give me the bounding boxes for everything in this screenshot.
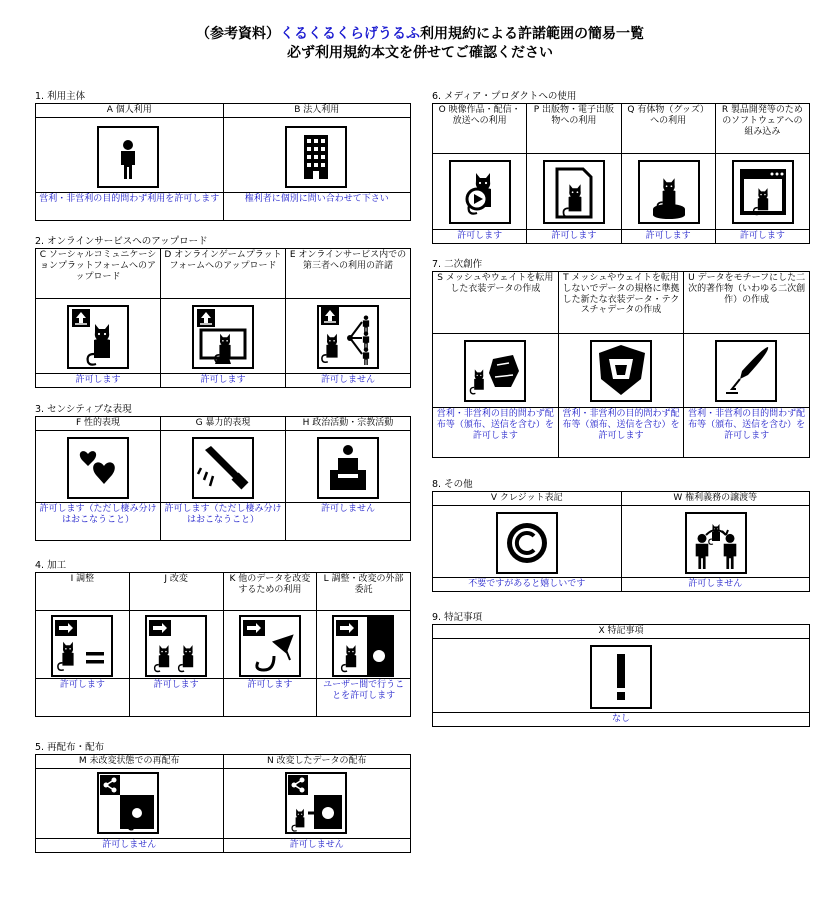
- distribute-modified-icon: [224, 769, 410, 837]
- section-heading: 5. 再配布・配布: [35, 742, 105, 753]
- col-footer: 営利・非営利の目的問わず配布等（頒布、送信を含む）を許可します: [558, 408, 684, 458]
- section-heading: 2. オンラインサービスへのアップロード: [35, 236, 208, 247]
- col-header: L 調整・改変の外部委託: [317, 573, 411, 611]
- copyright-icon: [433, 507, 621, 577]
- upload-share-icon: [286, 300, 410, 372]
- col-footer: 許可します: [36, 679, 130, 717]
- col-header: V クレジット表記: [433, 492, 622, 506]
- col-footer: 許可します: [129, 679, 223, 717]
- col-footer: 許可します: [527, 230, 621, 244]
- col-footer: 許可しません: [286, 374, 411, 388]
- new-costume-icon: [559, 335, 684, 407]
- col-header: T メッシュやウェイトを転用しないでデータの規格に準拠した新たな衣装データ・テクスチャデータの作成: [558, 272, 684, 334]
- col-header: I 調整: [36, 573, 130, 611]
- col-header: H 政治活動・宗教活動: [286, 417, 411, 431]
- col-footer: 許可しません: [621, 578, 810, 592]
- col-footer: 権利者に個別に問い合わせて下さい: [223, 192, 411, 220]
- pen-icon: [684, 335, 809, 407]
- section-heading: 7. 二次創作: [432, 259, 483, 270]
- section-online-upload: [35, 236, 411, 388]
- section-heading: 8. その他: [432, 479, 473, 490]
- video-icon: [433, 155, 527, 229]
- person-icon: [36, 119, 222, 191]
- section-derivative-works: [432, 259, 810, 458]
- col-footer: 許可します: [223, 679, 317, 717]
- col-header: E オンラインサービス内での第三者への利用の許諾: [286, 249, 411, 299]
- col-footer: 許可します: [433, 230, 527, 244]
- title-suffix: 利用規約による許諾範囲の簡易一覧: [420, 26, 644, 42]
- section-usage-subject: [35, 91, 411, 221]
- podium-icon: [286, 432, 410, 502]
- col-header: K 他のデータを改変するための利用: [223, 573, 317, 611]
- goods-icon: [622, 155, 716, 229]
- col-header: O 映像作品・配信・放送への利用: [433, 104, 527, 154]
- col-header: X 特記事項: [433, 625, 810, 639]
- redistribute-icon: [36, 769, 222, 837]
- col-footer: 許可します: [715, 230, 809, 244]
- section-media-products: [432, 91, 810, 244]
- col-footer: 許可しません: [223, 838, 411, 852]
- title-highlight: くるくるくらげうるふ: [280, 26, 420, 42]
- transfer-icon: [622, 507, 810, 577]
- section-heading: 4. 加工: [35, 560, 67, 571]
- col-footer: 許可しません: [286, 503, 411, 541]
- col-footer: 許可しません: [36, 838, 224, 852]
- outsource-icon: [317, 612, 410, 678]
- col-footer: ユーザー間で行うことを許可します: [317, 679, 411, 717]
- section-other: [432, 479, 810, 592]
- col-header: U データをモチーフにした二次的著作物（いわゆる二次創作）の作成: [684, 272, 810, 334]
- section-heading: 3. センシティブな表現: [35, 404, 132, 415]
- col-footer: 許可します（ただし棲み分けはおこなうこと）: [36, 503, 161, 541]
- knife-icon: [161, 432, 285, 502]
- hearts-icon: [36, 432, 160, 502]
- col-header: D オンラインゲームプラットフォームへのアップロード: [161, 249, 286, 299]
- col-header: J 改変: [129, 573, 223, 611]
- col-header: M 未改変状態での再配布: [36, 755, 224, 769]
- building-icon: [224, 119, 410, 191]
- section-heading: 9. 特記事項: [432, 612, 483, 623]
- col-header: G 暴力的表現: [161, 417, 286, 431]
- costume-icon: [433, 335, 558, 407]
- col-header: Q 有体物（グッズ）への利用: [621, 104, 715, 154]
- modify-icon: [130, 612, 223, 678]
- col-footer: 不要ですがあると嬉しいです: [433, 578, 622, 592]
- col-footer: 許可します: [621, 230, 715, 244]
- page-subtitle: 必ず利用規約本文を併せてご確認ください: [287, 45, 553, 61]
- section-special-notes: [432, 612, 810, 727]
- upload-cat-icon: [36, 300, 160, 372]
- col-header: N 改変したデータの配布: [223, 755, 411, 769]
- col-footer: 許可します（ただし棲み分けはおこなうこと）: [161, 503, 286, 541]
- exclamation-icon: [433, 640, 809, 712]
- col-header: W 権利義務の譲渡等: [621, 492, 810, 506]
- section-processing: [35, 560, 411, 717]
- col-header: S メッシュやウェイトを転用した衣装データの作成: [433, 272, 559, 334]
- software-icon: [716, 155, 810, 229]
- section-heading: 6. メディア・プロダクトへの使用: [432, 91, 577, 102]
- col-footer: 営利・非営利の目的問わず利用を許可します: [36, 192, 224, 220]
- publication-icon: [527, 155, 621, 229]
- col-footer: 許可します: [161, 374, 286, 388]
- col-footer: 営利・非営利の目的問わず配布等（頒布、送信を含む）を許可します: [684, 408, 810, 458]
- adjust-icon: [36, 612, 129, 678]
- reuse-icon: [224, 612, 317, 678]
- col-header: P 出版物・電子出版物への利用: [527, 104, 621, 154]
- section-heading: 1. 利用主体: [35, 91, 86, 102]
- page-title: [0, 23, 840, 43]
- title-prefix: （参考資料）: [196, 26, 280, 42]
- col-footer: なし: [433, 713, 810, 727]
- col-header: A 個人利用: [36, 104, 224, 118]
- upload-monitor-icon: [161, 300, 285, 372]
- col-footer: 営利・非営利の目的問わず配布等（頒布、送信を含む）を許可します: [433, 408, 559, 458]
- col-header: F 性的表現: [36, 417, 161, 431]
- col-header: R 製品開発等のためのソフトウェアへの組み込み: [715, 104, 809, 154]
- col-header: C ソーシャルコミュニケーションプラットフォームへのアップロード: [36, 249, 161, 299]
- section-sensitive: [35, 404, 411, 541]
- col-footer: 許可します: [36, 374, 161, 388]
- section-redistribution: [35, 742, 411, 853]
- col-header: B 法人利用: [223, 104, 411, 118]
